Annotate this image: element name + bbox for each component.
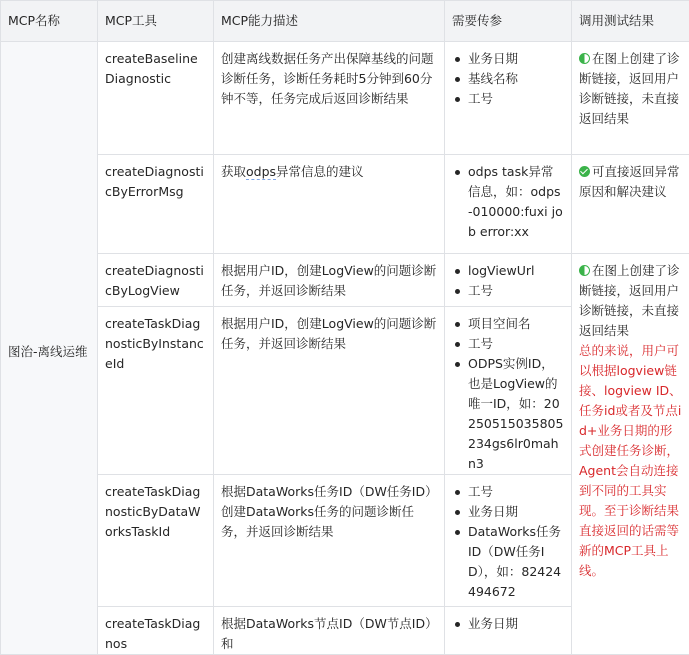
desc-cell <box>214 607 445 655</box>
desc-cell <box>214 155 445 254</box>
check-circle-icon <box>579 166 590 177</box>
half-circle-icon <box>579 53 590 64</box>
result-cell-merged <box>572 254 689 655</box>
result-text: 在图上创建了诊断链接，返回用户诊断链接，未直接返回结果 <box>579 51 680 126</box>
params-cell <box>445 307 572 475</box>
list-item: 工号 <box>452 482 564 502</box>
tool-cell <box>98 607 214 655</box>
list-item: 基线名称 <box>452 69 564 89</box>
tool-desc: 根据DataWorks节点ID（DW节点ID）和 <box>221 616 431 651</box>
result-cell <box>572 42 689 155</box>
tool-desc: 根据用户ID，创建LogView的问题诊断任务，并返回诊断结果 <box>221 263 436 298</box>
tool-cell <box>98 475 214 607</box>
param-list <box>452 314 564 474</box>
list-item: 工号 <box>452 89 564 109</box>
desc-cell <box>214 307 445 475</box>
header-row <box>1 1 689 42</box>
header-params: 需要传参 <box>445 1 572 42</box>
tool-desc-underlined: odps <box>246 164 276 180</box>
tool-name: createTaskDiagnos <box>105 616 200 651</box>
tool-desc: 获取 <box>221 164 246 179</box>
header-mcp-capability: MCP能力描述 <box>214 1 445 42</box>
tool-name: createTaskDiagnosticByInstanceId <box>105 316 204 371</box>
desc-cell <box>214 42 445 155</box>
tool-cell <box>98 42 214 155</box>
tool-name: createTaskDiagnosticByDataWorksTaskId <box>105 484 201 539</box>
mcp-name-cell <box>1 42 98 655</box>
tool-desc: 创建离线数据任务产出保障基线的问题诊断任务，诊断任务耗时5分钟到60分钟不等，任务完成后返回诊断结果 <box>221 51 434 106</box>
params-cell <box>445 42 572 155</box>
table-row <box>1 155 689 254</box>
desc-cell <box>214 254 445 307</box>
header-mcp-tool: MCP工具 <box>98 1 214 42</box>
result-text: 可直接返回异常原因和解决建议 <box>579 164 680 199</box>
tool-cell <box>98 254 214 307</box>
tool-desc: 根据用户ID，创建LogView的问题诊断任务，并返回诊断结果 <box>221 316 436 351</box>
tool-cell <box>98 155 214 254</box>
param-list <box>452 482 564 602</box>
params-cell <box>445 254 572 307</box>
list-item: 工号 <box>452 334 564 354</box>
list-item: odps task异常信息，如：odps-010000:fuxi job error:xx <box>452 162 564 242</box>
mcp-name: 图治-离线运维 <box>8 344 88 359</box>
params-cell <box>445 607 572 655</box>
list-item: DataWorks任务ID（DW任务ID），如：82424494672 <box>452 522 564 602</box>
list-item: 业务日期 <box>452 502 564 522</box>
param-list <box>452 49 564 109</box>
list-item: 业务日期 <box>452 614 564 634</box>
param-list <box>452 614 564 634</box>
tool-cell <box>98 307 214 475</box>
list-item: 工号 <box>452 281 564 301</box>
params-cell <box>445 475 572 607</box>
list-item: 项目空间名 <box>452 314 564 334</box>
table-row <box>1 42 689 155</box>
desc-cell <box>214 475 445 607</box>
tool-desc: 根据DataWorks任务ID（DW任务ID）创建DataWorks任务的问题诊断任务，并返回诊断结果 <box>221 484 431 539</box>
tool-desc-rest: 异常信息的建议 <box>276 164 364 179</box>
result-cell <box>572 155 689 254</box>
table-row <box>1 254 689 307</box>
param-list <box>452 261 564 301</box>
summary-note: 总的来说，用户可以根据logview链接、logview ID、任务id或者及节点id+业务日期的形式创建任务诊断，Agent会自动连接到不同的工具实现。至于诊断结果直接返回的话需等新的MCP工具上线。 <box>579 343 682 578</box>
header-test-result: 调用测试结果 <box>572 1 689 42</box>
list-item: ODPS实例ID，也是LogView的唯一ID，如：20250515035805234gs6lr0mahn3 <box>452 354 564 474</box>
list-item: 业务日期 <box>452 49 564 69</box>
params-cell <box>445 155 572 254</box>
list-item: logViewUrl <box>452 261 564 281</box>
result-text: 在图上创建了诊断链接，返回用户诊断链接，未直接返回结果 <box>579 263 680 338</box>
param-list <box>452 162 564 242</box>
tool-name: createDiagnosticByLogView <box>105 263 204 298</box>
tool-name: createDiagnosticByErrorMsg <box>105 164 204 199</box>
header-mcp-name: MCP名称 <box>1 1 98 42</box>
tool-name: createBaselineDiagnostic <box>105 51 198 86</box>
half-circle-icon <box>579 265 590 276</box>
